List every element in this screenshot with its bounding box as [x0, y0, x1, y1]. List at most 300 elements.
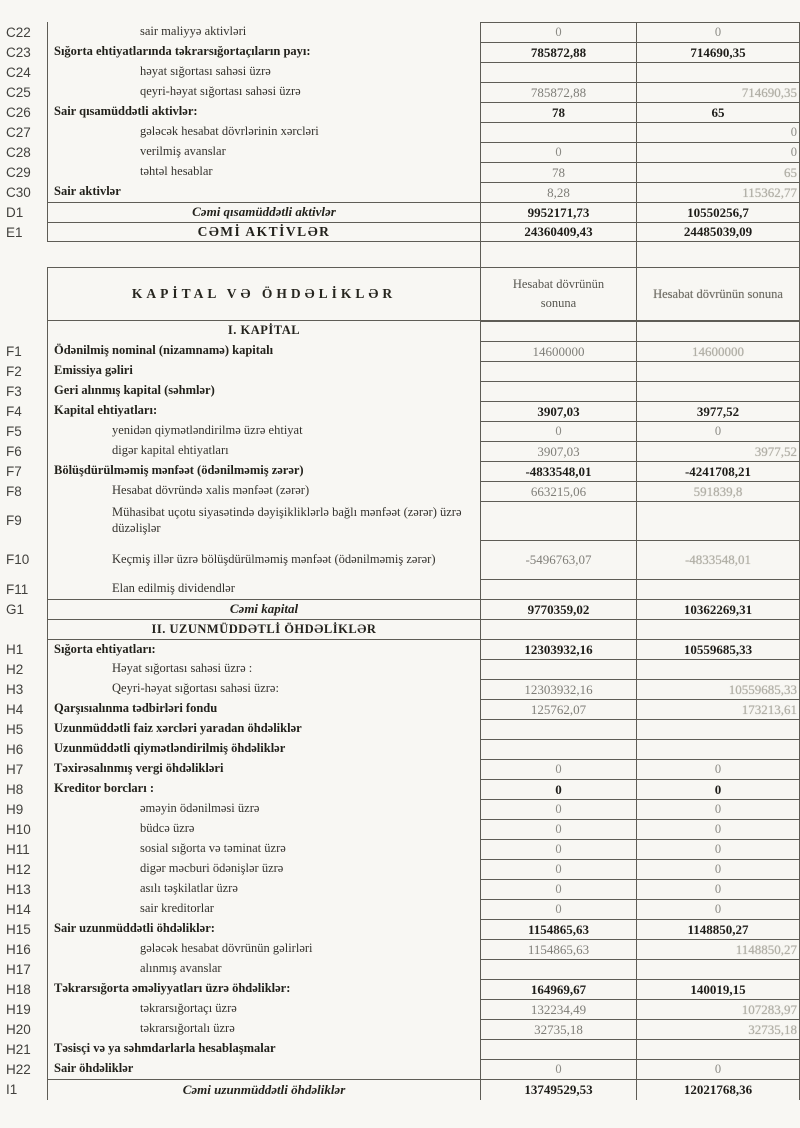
value-cell-col1: 14600000	[480, 341, 636, 361]
row-code: F2	[6, 363, 22, 379]
value-cell-col2: 1148850,27	[636, 919, 800, 939]
value-cell-col2	[636, 719, 800, 739]
row-box	[47, 481, 800, 501]
table-row	[0, 839, 800, 859]
table-row	[0, 102, 800, 122]
value-cell-col1: 0	[480, 142, 636, 162]
table-row	[0, 1039, 800, 1059]
value-cell-col1: 785872,88	[480, 42, 636, 62]
row-box	[47, 62, 800, 82]
row-code: H13	[6, 881, 31, 897]
table-row	[0, 999, 800, 1019]
value-cell-col2: 3977,52	[636, 401, 800, 421]
value-cell-col2: 1148850,27	[636, 939, 800, 959]
value-cell-col2: 24485039,09	[636, 223, 800, 241]
row-box	[47, 759, 800, 779]
value-cell-col2: 10362269,31	[636, 600, 800, 619]
table-row	[0, 979, 800, 999]
table-row	[0, 679, 800, 699]
row-code: C24	[6, 64, 31, 80]
value-cell-col1	[480, 620, 636, 639]
table-row	[0, 939, 800, 959]
row-label: Təkrarsığorta əməliyyatları üzrə öhdəliklər:	[47, 979, 480, 999]
value-cell-col1	[480, 719, 636, 739]
row-box	[47, 919, 800, 939]
row-label: CƏMİ AKTİVLƏR	[47, 223, 480, 241]
row-code: C30	[6, 184, 31, 200]
row-label: qeyri-həyat sığortası sahəsi üzrə	[47, 82, 480, 102]
row-label: Mühasibat uçotu siyasətində dəyişikliklərlə bağlı mənfəət (zərər) üzrə düzəlişlər	[47, 501, 480, 540]
row-box	[47, 102, 800, 122]
row-box	[47, 501, 800, 540]
row-label: Təsisçi və ya səhmdarlarla hesablaşmalar	[47, 1039, 480, 1059]
row-box	[47, 859, 800, 879]
column-line-stub	[0, 242, 800, 267]
row-code: H6	[6, 741, 24, 757]
row-label: Elan edilmiş dividendlər	[47, 579, 480, 599]
row-label: Geri alınmış kapital (səhmlər)	[47, 381, 480, 401]
table-row	[0, 42, 800, 62]
table-row	[0, 162, 800, 182]
capital-liabilities-table	[0, 267, 800, 1100]
table-row	[0, 461, 800, 481]
row-box	[47, 540, 800, 579]
value-cell-col2	[636, 739, 800, 759]
row-code: F10	[6, 552, 30, 567]
row-code: H7	[6, 761, 24, 777]
row-code: H1	[6, 641, 24, 657]
row-code: C22	[6, 24, 31, 40]
table-row	[0, 441, 800, 461]
value-cell-col1: 12303932,16	[480, 679, 636, 699]
table-row	[0, 202, 800, 222]
row-code: H15	[6, 921, 31, 937]
row-code: H9	[6, 801, 24, 817]
row-code: C28	[6, 144, 31, 160]
table-row	[0, 481, 800, 501]
row-code: H2	[6, 661, 24, 677]
value-cell-col2: 0	[636, 899, 800, 919]
row-box	[47, 142, 800, 162]
row-box	[47, 719, 800, 739]
row-box	[47, 599, 800, 619]
value-cell-col2: 591839,8	[636, 481, 800, 501]
row-code: I1	[6, 1082, 18, 1097]
row-label: Hesabat dövründə xalis mənfəət (zərər)	[47, 481, 480, 501]
row-label: Sair aktivlər	[47, 182, 480, 202]
row-code: F3	[6, 383, 22, 399]
value-cell-col1: 0	[480, 859, 636, 879]
row-label: alınmış avanslar	[47, 959, 480, 979]
value-cell-col2: 0	[636, 421, 800, 441]
row-code: H19	[6, 1001, 31, 1017]
row-label: Emissiya gəliri	[47, 361, 480, 381]
row-code: H8	[6, 781, 24, 797]
column1-header: Hesabat dövrünün sonuna	[480, 268, 636, 320]
value-cell-col2: 3977,52	[636, 441, 800, 461]
row-box	[47, 839, 800, 859]
row-label: Ödənilmiş nominal (nizamnamə) kapitalı	[47, 341, 480, 361]
row-code	[0, 242, 47, 267]
row-box	[47, 162, 800, 182]
value-cell-col1: 24360409,43	[480, 223, 636, 241]
row-label: əməyin ödənilməsi üzrə	[47, 799, 480, 819]
value-cell-col1: 1154865,63	[480, 919, 636, 939]
value-cell-col1: 3907,03	[480, 401, 636, 421]
value-cell-col2	[636, 659, 800, 679]
table-row	[0, 1079, 800, 1100]
table-row	[0, 599, 800, 619]
table-row	[0, 22, 800, 42]
value-cell-col2: 0	[636, 839, 800, 859]
row-code: H20	[6, 1021, 31, 1037]
value-cell-col1: 0	[480, 799, 636, 819]
row-label: digər kapital ehtiyatları	[47, 441, 480, 461]
value-cell-col2: 0	[636, 799, 800, 819]
table-row	[0, 421, 800, 441]
value-cell-col2: 107283,97	[636, 999, 800, 1019]
row-box	[47, 659, 800, 679]
value-cell-col1: 0	[480, 779, 636, 799]
row-code: H12	[6, 861, 31, 877]
table-row	[0, 341, 800, 361]
table-row	[0, 579, 800, 599]
table-row	[0, 321, 800, 341]
row-box	[47, 959, 800, 979]
row-box	[47, 441, 800, 461]
row-box	[47, 999, 800, 1019]
row-box	[47, 679, 800, 699]
table-row	[0, 82, 800, 102]
row-code: F11	[6, 581, 29, 597]
value-cell-col1: 785872,88	[480, 82, 636, 102]
row-label: Sair öhdəliklər	[47, 1059, 480, 1079]
table-row	[0, 501, 800, 540]
value-cell-col1: 0	[480, 759, 636, 779]
row-label: Sair uzunmüddətli öhdəliklər:	[47, 919, 480, 939]
value-cell-col2	[636, 321, 800, 341]
value-cell-col2: 65	[636, 102, 800, 122]
value-cell-col1: 125762,07	[480, 699, 636, 719]
row-code: H11	[6, 841, 30, 857]
row-code	[0, 619, 47, 639]
value-cell-col2: 65	[636, 162, 800, 182]
row-box	[47, 401, 800, 421]
table-row	[0, 619, 800, 639]
row-label: Kapital ehtiyatları:	[47, 401, 480, 421]
row-code: H14	[6, 901, 31, 917]
value-cell-col1: 0	[480, 421, 636, 441]
value-cell-col2: 0	[636, 142, 800, 162]
row-code: F4	[6, 403, 22, 419]
value-cell-col2: 0	[636, 859, 800, 879]
table-row	[0, 779, 800, 799]
table-row	[0, 759, 800, 779]
row-code: C26	[6, 104, 31, 120]
table-row	[0, 739, 800, 759]
value-cell-col1	[480, 122, 636, 142]
row-label: təkrarsığortaçı üzrə	[47, 999, 480, 1019]
stub-spacer	[47, 242, 480, 267]
row-box	[47, 361, 800, 381]
row-box	[47, 739, 800, 759]
row-label: təhtəl hesablar	[47, 162, 480, 182]
value-cell-col1: 1154865,63	[480, 939, 636, 959]
row-label: Uzunmüddətli faiz xərcləri yaradan öhdəliklər	[47, 719, 480, 739]
row-code: H16	[6, 941, 31, 957]
value-cell-col2: 0	[636, 819, 800, 839]
row-label: I. KAPİTAL	[47, 321, 480, 341]
table-row	[0, 381, 800, 401]
value-cell-col1: 8,28	[480, 182, 636, 202]
row-box	[47, 819, 800, 839]
value-cell-col2	[636, 361, 800, 381]
value-cell-col1: 13749529,53	[480, 1080, 636, 1100]
row-code	[0, 267, 47, 321]
table-row	[0, 959, 800, 979]
row-box	[47, 461, 800, 481]
row-label: Cəmi kapital	[47, 600, 480, 619]
row-code: F1	[6, 343, 22, 359]
value-cell-col1: 32735,18	[480, 1019, 636, 1039]
row-code: H5	[6, 721, 24, 737]
table-row	[0, 919, 800, 939]
row-label: həyat sığortası sahəsi üzrə	[47, 62, 480, 82]
row-label: sair maliyyə aktivləri	[47, 22, 480, 42]
value-cell-col1	[480, 579, 636, 599]
column2-header: Hesabat dövrünün sonuna	[636, 268, 800, 320]
value-cell-col1: 0	[480, 899, 636, 919]
row-box	[47, 779, 800, 799]
value-cell-col2: 10559685,33	[636, 640, 800, 659]
value-cell-col2: 0	[636, 879, 800, 899]
row-label: digər məcburi ödənişlər üzrə	[47, 859, 480, 879]
value-cell-col2: -4833548,01	[636, 540, 800, 579]
row-code: H10	[6, 821, 31, 837]
table-row	[0, 659, 800, 679]
table-row	[0, 1019, 800, 1039]
row-box	[47, 202, 800, 222]
row-box	[47, 899, 800, 919]
value-cell-col1	[480, 501, 636, 540]
table-row	[0, 222, 800, 242]
value-cell-col2: 0	[636, 1059, 800, 1079]
value-cell-col2: 173213,61	[636, 699, 800, 719]
row-label: Cəmi qısamüddətli aktivlər	[47, 203, 480, 222]
table-row	[0, 1059, 800, 1079]
value-cell-col2	[636, 1039, 800, 1059]
row-label: Sair qısamüddətli aktivlər:	[47, 102, 480, 122]
assets-table	[0, 22, 800, 242]
value-cell-col1: 9770359,02	[480, 600, 636, 619]
row-box	[47, 222, 800, 242]
table-row	[0, 122, 800, 142]
value-cell-col1: 9952171,73	[480, 203, 636, 222]
row-code: E1	[6, 224, 23, 240]
value-cell-col2	[636, 62, 800, 82]
row-box	[47, 1059, 800, 1079]
table-row	[0, 182, 800, 202]
row-label: sosial sığorta və təminat üzrə	[47, 839, 480, 859]
value-cell-col1: 12303932,16	[480, 640, 636, 659]
row-code: F7	[6, 463, 22, 479]
row-code: C27	[6, 124, 31, 140]
value-cell-col2	[636, 959, 800, 979]
row-code: H21	[6, 1041, 31, 1057]
value-cell-col1: 164969,67	[480, 979, 636, 999]
row-box	[47, 979, 800, 999]
value-cell-col2: 0	[636, 122, 800, 142]
table-row	[0, 540, 800, 579]
row-box	[47, 22, 800, 42]
row-label: Bölüşdürülməmiş mənfəət (ödənilməmiş zərər)	[47, 461, 480, 481]
row-code: C23	[6, 44, 31, 60]
row-box	[47, 579, 800, 599]
value-cell-col2: 0	[636, 22, 800, 42]
capital-header-row	[0, 267, 800, 321]
value-cell-col2	[636, 620, 800, 639]
value-cell-col2: 140019,15	[636, 979, 800, 999]
value-cell-col1	[480, 659, 636, 679]
value-cell-col1: 78	[480, 102, 636, 122]
row-box	[47, 799, 800, 819]
row-code: C25	[6, 84, 31, 100]
row-label: Həyat sığortası sahəsi üzrə :	[47, 659, 480, 679]
row-code: D1	[6, 204, 24, 220]
table-row	[0, 401, 800, 421]
row-box	[47, 619, 800, 639]
row-label: büdcə üzrə	[47, 819, 480, 839]
row-label: Uzunmüddətli qiymətləndirilmiş öhdəliklər	[47, 739, 480, 759]
value-cell-col1	[480, 1039, 636, 1059]
value-cell-col1	[480, 959, 636, 979]
value-cell-col1	[480, 62, 636, 82]
row-label: Qarşısıalınma tədbirləri fondu	[47, 699, 480, 719]
value-cell-col1: 0	[480, 879, 636, 899]
table-row	[0, 62, 800, 82]
row-box	[47, 421, 800, 441]
table-row	[0, 819, 800, 839]
value-cell-col2: 14600000	[636, 341, 800, 361]
value-cell-col2: 0	[636, 759, 800, 779]
value-cell-col1	[480, 321, 636, 341]
row-label: verilmiş avanslar	[47, 142, 480, 162]
row-label: Təxirəsalınmış vergi öhdəlikləri	[47, 759, 480, 779]
table-row	[0, 361, 800, 381]
row-label: yenidən qiymətləndirilmə üzrə ehtiyat	[47, 421, 480, 441]
row-box	[47, 381, 800, 401]
row-box	[47, 122, 800, 142]
row-label: Sığorta ehtiyatlarında təkrarsığortaçıların payı:	[47, 42, 480, 62]
row-box	[47, 321, 800, 341]
row-code: F6	[6, 443, 22, 459]
row-box	[47, 1079, 800, 1100]
row-label: sair kreditorlar	[47, 899, 480, 919]
value-cell-col1	[480, 361, 636, 381]
row-label: Sığorta ehtiyatları:	[47, 640, 480, 659]
row-label: Kreditor borcları :	[47, 779, 480, 799]
row-label: Cəmi uzunmüddətli öhdəliklər	[47, 1080, 480, 1100]
value-cell-col2: -4241708,21	[636, 461, 800, 481]
row-code: H4	[6, 701, 24, 717]
row-label: təkrarsığortalı üzrə	[47, 1019, 480, 1039]
stub-line-col1	[480, 242, 636, 267]
capital-title: KAPİTAL VƏ ÖHDƏLİKLƏR	[47, 268, 480, 320]
value-cell-col1: 0	[480, 839, 636, 859]
value-cell-col1: 0	[480, 22, 636, 42]
row-box	[47, 42, 800, 62]
table-row	[0, 879, 800, 899]
capital-table-rows	[0, 321, 800, 1100]
value-cell-col2: 714690,35	[636, 42, 800, 62]
row-box	[47, 639, 800, 659]
value-cell-col2: 714690,35	[636, 82, 800, 102]
value-cell-col2: 0	[636, 779, 800, 799]
value-cell-col1	[480, 381, 636, 401]
table-row	[0, 799, 800, 819]
row-box	[47, 939, 800, 959]
row-label: Keçmiş illər üzrə bölüşdürülməmiş mənfəət (ödənilməmiş zərər)	[47, 540, 480, 579]
value-cell-col2	[636, 501, 800, 540]
value-cell-col1: 78	[480, 162, 636, 182]
value-cell-col1: 132234,49	[480, 999, 636, 1019]
value-cell-col1: 0	[480, 1059, 636, 1079]
row-box	[47, 82, 800, 102]
row-code: H3	[6, 681, 24, 697]
row-code: H17	[6, 961, 31, 977]
row-label: gələcək hesabat dövrünün gəlirləri	[47, 939, 480, 959]
value-cell-col2: 32735,18	[636, 1019, 800, 1039]
row-label: II. UZUNMÜDDƏTLİ ÖHDƏLİKLƏR	[47, 620, 480, 639]
row-code: G1	[6, 601, 25, 617]
row-label: Qeyri-həyat sığortası sahəsi üzrə:	[47, 679, 480, 699]
value-cell-col1: 0	[480, 819, 636, 839]
row-code: F9	[6, 513, 22, 528]
row-box	[47, 341, 800, 361]
value-cell-col2: 10550256,7	[636, 203, 800, 222]
row-label: asılı təşkilatlar üzrə	[47, 879, 480, 899]
table-row	[0, 639, 800, 659]
value-cell-col1	[480, 739, 636, 759]
row-code: F8	[6, 483, 22, 499]
value-cell-col1: -5496763,07	[480, 540, 636, 579]
table-row	[0, 142, 800, 162]
row-label: gələcək hesabat dövrlərinin xərcləri	[47, 122, 480, 142]
row-code: H22	[6, 1061, 31, 1077]
value-cell-col1: 3907,03	[480, 441, 636, 461]
value-cell-col2: 115362,77	[636, 182, 800, 202]
value-cell-col2: 10559685,33	[636, 679, 800, 699]
table-row	[0, 859, 800, 879]
row-box	[47, 1019, 800, 1039]
value-cell-col2	[636, 579, 800, 599]
row-code	[0, 321, 47, 341]
row-box	[47, 182, 800, 202]
row-box	[47, 879, 800, 899]
table-row	[0, 899, 800, 919]
row-code: H18	[6, 981, 31, 997]
value-cell-col1: 663215,06	[480, 481, 636, 501]
row-box	[47, 699, 800, 719]
row-code: C29	[6, 164, 31, 180]
row-box	[47, 1039, 800, 1059]
table-row	[0, 699, 800, 719]
value-cell-col2	[636, 381, 800, 401]
stub-line-col2	[636, 242, 800, 267]
row-code: F5	[6, 423, 22, 439]
value-cell-col2: 12021768,36	[636, 1080, 800, 1100]
table-row	[0, 719, 800, 739]
